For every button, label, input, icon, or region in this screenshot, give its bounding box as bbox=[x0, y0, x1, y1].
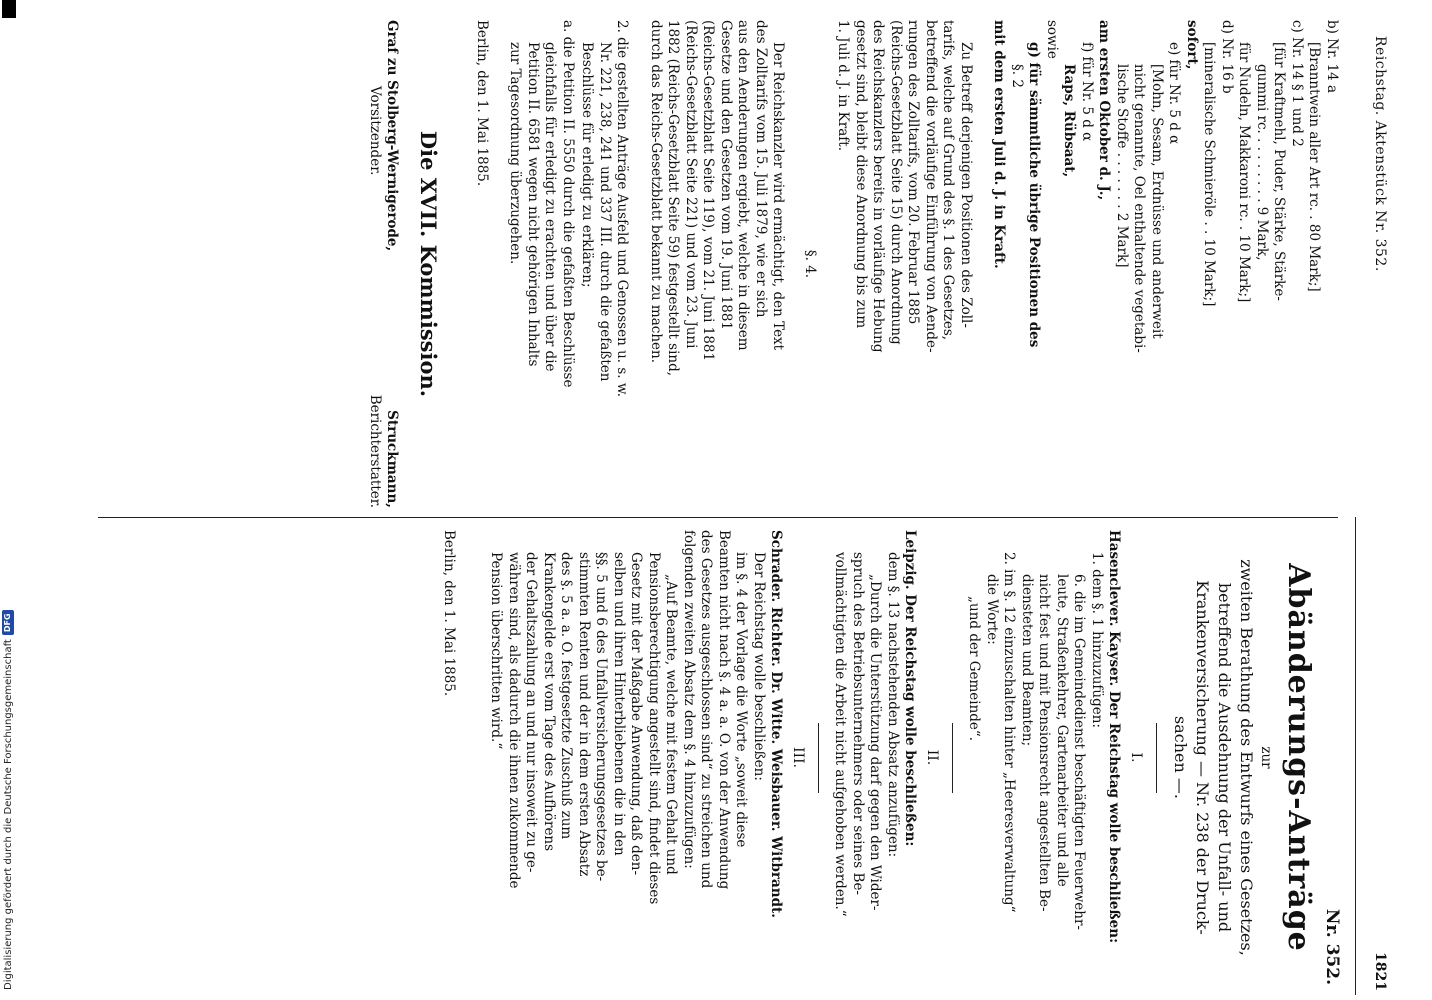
tariff-list bbox=[990, 20, 1340, 508]
tariff-line: f) für Nr. 5 d α bbox=[1079, 42, 1095, 142]
paragraph-line: (Reichs-Gesetzblatt Seite 221) und vom 23. Juni bbox=[683, 20, 699, 349]
motion-line: „und der Gemeinde“. bbox=[966, 596, 983, 742]
motion-number: II. bbox=[924, 749, 940, 766]
separator-rule bbox=[952, 723, 953, 793]
motion-line: vollmächtigten die Arbeit nicht aufgehoben werden.“ bbox=[832, 552, 849, 917]
separator-rule bbox=[1156, 723, 1157, 793]
item-line: Petition II. 6581 wegen nicht gehörigen Inhalts bbox=[525, 42, 541, 367]
chair-name: Graf zu Stolberg-Wernigerode, bbox=[384, 20, 401, 252]
signature-right bbox=[366, 395, 401, 508]
right-column bbox=[440, 530, 1341, 985]
motion-line: Gesetz mit der Maßgabe Anwendung, daß den- bbox=[628, 552, 645, 876]
item-line: gleichfalls für erledigt zu erachten und über die bbox=[542, 42, 559, 372]
tariff-line: für Nudeln, Makkaroni rc. . 10 Mark;] bbox=[1236, 42, 1253, 303]
tariff-line: [mineralische Schmieröle . . 10 Mark;] bbox=[1201, 42, 1218, 307]
subject-line: zweiten Berathung des Entwurfs eines Gesetzes, bbox=[1237, 559, 1256, 956]
tariff-line: sowie bbox=[1044, 20, 1060, 59]
motion-intro: Schrader. Richter. Dr. Witte. Weisbauer. Witbrandt. bbox=[768, 530, 785, 918]
tariff-line: c) Nr. 14 § 1 und 2 bbox=[1289, 20, 1305, 147]
tariff-line: am ersten Oktober d. J., bbox=[1096, 20, 1113, 201]
tariff-line: §. 2 bbox=[1009, 64, 1025, 88]
paragraph-line: 1. Juli d. J. in Kraft. bbox=[835, 20, 852, 151]
motion-line: 2. im §. 12 einzuschalten hinter „Heeresverwaltung“ bbox=[1001, 552, 1018, 913]
motion-line: „Durch die Unterstützung darf gegen den Wider- bbox=[867, 574, 884, 911]
motion-line: des Gesetzes ausgeschlossen sind“ zu streichen und bbox=[698, 530, 715, 889]
page-header-label: Reichstag. Aktenstück Nr. 352. bbox=[1372, 36, 1388, 272]
tariff-line: [für Kraftmehl, Puder, Stärke, Stärke- bbox=[1271, 42, 1288, 301]
tariff-line: g) für sämmtliche übrige Positionen des bbox=[1026, 42, 1043, 348]
item-line: zur Tagesordnung überzugehen. bbox=[507, 42, 524, 265]
chancellor-paragraph bbox=[647, 20, 787, 508]
paragraph-line: des Zolltarifs vom 15. Juli 1879, wie er sich bbox=[753, 20, 769, 318]
paragraph-line: Gesetze und den Gesetzen vom 19. Juni 1881 bbox=[718, 20, 734, 331]
paragraph-line: (Reichs-Gesetzblatt Seite 119), vom 21. Juni 1881 bbox=[700, 20, 717, 362]
motion-line: im §. 4 der Vorlage die Worte „soweit diese bbox=[733, 552, 750, 848]
tariff-line: sofort, bbox=[1184, 20, 1200, 70]
commission-title: Die XVII. Kommission. bbox=[416, 130, 442, 398]
left-date: Berlin, den 1. Mai 1885. bbox=[474, 20, 490, 187]
page-header bbox=[1356, 20, 1398, 995]
motion-number: I. bbox=[1128, 752, 1144, 763]
motion-line: Der Reichstag wolle beschließen: bbox=[751, 552, 767, 781]
subject-line: betreffend die Ausdehnung der Unfall- und bbox=[1215, 582, 1234, 933]
motion-line: spruch des Betriebsunternehmers oder seines Be- bbox=[850, 552, 866, 895]
chair-role: Vorsitzender. bbox=[367, 86, 383, 176]
digitization-note: Digitalisierung gefördert durch die Deutsche Forschungsgemeinschaft bbox=[2, 639, 14, 990]
paragraph-line: durch das Reichs-Gesetzblatt bekannt zu machen. bbox=[648, 20, 664, 363]
rapporteur-role: Berichterstatter. bbox=[367, 394, 383, 508]
resolution-item-2 bbox=[578, 20, 631, 508]
rapporteur-name: Struckmann, bbox=[384, 410, 401, 508]
subject-line: Krankenversicherung — Nr. 238 der Druck- bbox=[1193, 580, 1212, 935]
motion-line: leute, Straßenkehrer, Gartenarbeiter und alle bbox=[1054, 574, 1070, 887]
motion-intro: Hasenclever. Kayser. Der Reichstag wolle beschließen: bbox=[1106, 530, 1123, 944]
footer-text-row bbox=[2, 610, 14, 990]
motion-line: Krankengelde erst vom Tage des Aufhörens bbox=[541, 552, 557, 852]
motion-line: Pensionsberechtigung angestellt sind, findet dieses bbox=[646, 552, 662, 905]
paragraph-line: tarifs, welche auf Grund des §. 1 des Gesetzes, bbox=[940, 20, 957, 341]
paragraph-line: rungen des Zolltarifs, vom 20. Februar 1885 bbox=[905, 20, 922, 325]
item-line: a. die Petition II. 5550 durch die gefaßten Beschlüsse bbox=[560, 20, 576, 388]
tariff-line: d) Nr. 16 b bbox=[1219, 20, 1235, 94]
paragraph-line: (Reichs-Gesetzblatt Seite 15) durch Anordnung bbox=[888, 20, 904, 345]
motion-line: 1. dem §. 1 hinzuzufügen: bbox=[1089, 552, 1105, 728]
paragraph-line: aus den Aenderungen ergiebt, welche in diesem bbox=[735, 20, 752, 351]
subject-line: sachen —. bbox=[1171, 716, 1190, 799]
document-page bbox=[28, 20, 1398, 995]
header-rule bbox=[1355, 517, 1356, 995]
motion-line: selben und ihren Hinterbliebenen die in den bbox=[611, 552, 627, 856]
signature-left bbox=[366, 20, 401, 251]
motion-line: stimmten Renten und der in dem ersten Absatz bbox=[576, 552, 592, 877]
paragraph-line: des Reichskanzlers bereits in vorläufige Hebung bbox=[870, 20, 887, 353]
motion-line: Pension überschritten wird.“ bbox=[488, 552, 505, 750]
tariff-line: mit dem ersten Juli d. J. in Kraft. bbox=[991, 20, 1008, 269]
separator-rule bbox=[818, 723, 819, 793]
motion-line: währen sind, als dadurch die ihnen zukommende bbox=[506, 552, 522, 889]
right-date: Berlin, den 1. Mai 1885. bbox=[441, 530, 457, 697]
paragraph-line: Zu Betreff derjenigen Positionen des Zoll- bbox=[958, 42, 974, 328]
tariff-line: [Branntwein aller Art rc. . 80 Mark;] bbox=[1306, 42, 1323, 292]
title-preposition: zur bbox=[1258, 746, 1275, 769]
tariff-line: [Mohn, Sesam, Erdnüsse und anderweit bbox=[1149, 64, 1165, 339]
item-line: Nr. 221, 238, 241 und 337 III. durch die gefaßten bbox=[597, 42, 613, 382]
item-line: Beschlüsse für erledigt zu erklären; bbox=[579, 42, 596, 288]
motion-line: diensteten und Beamten; bbox=[1019, 574, 1035, 747]
tariff-line: lische Stoffe . . . . . . . 2 Mark] bbox=[1114, 64, 1130, 268]
tariff-line: nicht genannte, Oel enthaltende vegetabi- bbox=[1131, 64, 1148, 353]
section-heading: §. 4. bbox=[802, 249, 818, 279]
transitional-paragraph bbox=[834, 20, 974, 508]
motion-line: der Gehaltszahlung an und nur insoweit zu ge- bbox=[523, 552, 540, 873]
digitization-footer bbox=[0, 0, 20, 1000]
page-number: 1821 bbox=[1372, 952, 1388, 991]
motion-line: nicht fest und mit Pensionsrecht angestellten Be- bbox=[1036, 574, 1053, 912]
motion-line: 6. die im Gemeindedienst beschäftigten Feuerwehr- bbox=[1071, 574, 1088, 930]
motion-intro: Leipzig. Der Reichstag wolle beschließen: bbox=[902, 530, 919, 847]
tariff-line: Raps, Rübsaat, bbox=[1061, 64, 1078, 178]
column-divider bbox=[98, 517, 1338, 518]
paragraph-line: betreffend die vorläufige Einführung von Aende- bbox=[923, 20, 939, 353]
motion-number: III. bbox=[790, 746, 806, 769]
paragraph-line: Der Reichskanzler wird ermächtigt, den Text bbox=[770, 42, 787, 351]
paragraph-line: gesetzt sind, bleibt diese Anordnung bis zum bbox=[853, 20, 869, 329]
dfg-logo: DFG bbox=[2, 610, 14, 635]
tariff-line: e) für Nr. 5 d α bbox=[1166, 42, 1183, 145]
document-number: Nr. 352. bbox=[1322, 908, 1342, 985]
resolution-item-a bbox=[506, 20, 576, 508]
motion-line: dem §. 13 nachstehenden Absatz anzufügen: bbox=[885, 552, 901, 858]
tariff-line: b) Nr. 14 a bbox=[1324, 20, 1340, 94]
motion-line: Beamten nicht nach §. 4 a. a. O. von der Anwendung bbox=[716, 530, 732, 890]
paragraph-line: 1882 (Reichs-Gesetzblatt Seite 59) festgestellt sind, bbox=[665, 20, 682, 377]
motion-line: folgenden zweiten Absatz dem §. 4 hinzuzufügen: bbox=[681, 530, 697, 869]
main-title: Abänderungs-Anträge bbox=[1281, 563, 1317, 952]
motion-line: des §. 5 a. a. O. festgesetzte Zuschuß zum bbox=[558, 552, 575, 840]
left-column bbox=[366, 20, 1341, 508]
motion-line: die Worte: bbox=[984, 574, 1000, 645]
tariff-line: gummi rc. . . . . . . . . 9 Mark, bbox=[1254, 64, 1270, 261]
signature-row bbox=[366, 20, 401, 508]
item-line: 2. die gestellten Anträge Ausfeld und Genossen u. s. w. bbox=[614, 20, 631, 398]
motion-line: „Auf Beamte, welche mit festem Gehalt und bbox=[663, 574, 680, 875]
motion-line: §§. 5 und 6 des Unfallversicherungsgesetzes be- bbox=[593, 552, 610, 882]
